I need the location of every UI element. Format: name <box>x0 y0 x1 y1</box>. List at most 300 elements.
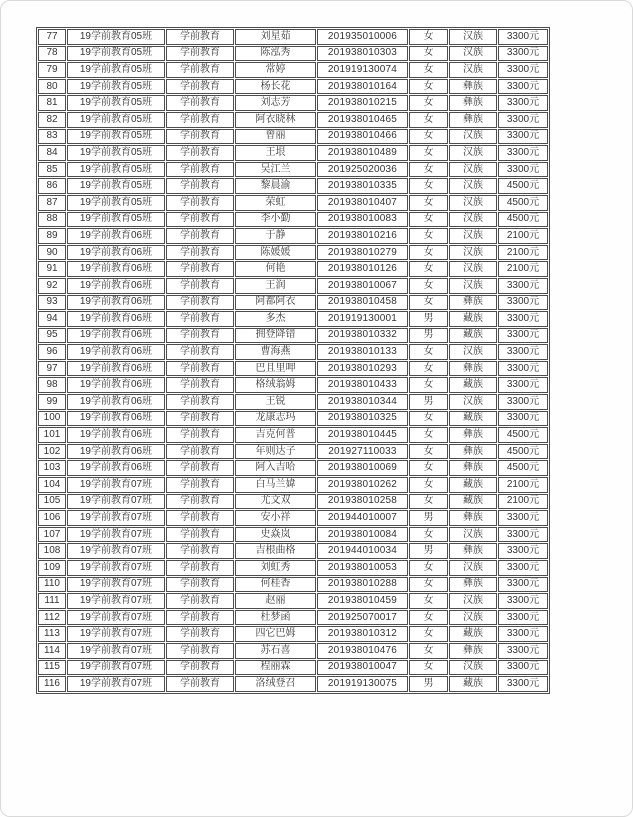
cell-amount: 4500元 <box>498 444 548 460</box>
cell-no: 83 <box>38 129 66 145</box>
table-row <box>38 660 548 676</box>
cell-student-id: 201938010067 <box>317 278 408 294</box>
cell-amount: 4500元 <box>498 195 548 211</box>
cell-student-id: 201938010466 <box>317 129 408 145</box>
cell-class-name: 19学前教育05班 <box>67 212 165 228</box>
cell-amount: 3300元 <box>498 394 548 410</box>
cell-amount: 3300元 <box>498 593 548 609</box>
cell-no: 112 <box>38 610 66 626</box>
table-row <box>38 577 548 593</box>
cell-major: 学前教育 <box>166 328 234 344</box>
table-row <box>38 112 548 128</box>
table-row <box>38 311 548 327</box>
cell-ethnicity: 藏族 <box>449 477 497 493</box>
cell-student-id: 201938010164 <box>317 79 408 95</box>
table-row <box>38 328 548 344</box>
cell-major: 学前教育 <box>166 195 234 211</box>
cell-name: 刘虹秀 <box>235 560 316 576</box>
cell-class-name: 19学前教育06班 <box>67 460 165 476</box>
cell-major: 学前教育 <box>166 311 234 327</box>
cell-major: 学前教育 <box>166 245 234 261</box>
cell-amount: 2100元 <box>498 228 548 244</box>
cell-class-name: 19学前教育06班 <box>67 394 165 410</box>
table-row <box>38 676 548 692</box>
table-row <box>38 361 548 377</box>
cell-amount: 4500元 <box>498 212 548 228</box>
cell-no: 92 <box>38 278 66 294</box>
cell-major: 学前教育 <box>166 510 234 526</box>
cell-no: 113 <box>38 626 66 642</box>
table-row <box>38 29 548 45</box>
table-row <box>38 245 548 261</box>
cell-class-name: 19学前教育07班 <box>67 543 165 559</box>
cell-major: 学前教育 <box>166 46 234 62</box>
cell-amount: 3300元 <box>498 344 548 360</box>
cell-major: 学前教育 <box>166 377 234 393</box>
table-row <box>38 494 548 510</box>
table-row <box>38 195 548 211</box>
cell-ethnicity: 彝族 <box>449 427 497 443</box>
cell-major: 学前教育 <box>166 162 234 178</box>
cell-gender: 女 <box>409 477 448 493</box>
cell-ethnicity: 汉族 <box>449 278 497 294</box>
cell-student-id: 201938010476 <box>317 643 408 659</box>
cell-major: 学前教育 <box>166 178 234 194</box>
cell-no: 91 <box>38 261 66 277</box>
cell-name: 陈泓秀 <box>235 46 316 62</box>
cell-no: 82 <box>38 112 66 128</box>
cell-student-id: 201938010445 <box>317 427 408 443</box>
cell-gender: 男 <box>409 328 448 344</box>
cell-amount: 3300元 <box>498 361 548 377</box>
cell-ethnicity: 汉族 <box>449 129 497 145</box>
cell-class-name: 19学前教育05班 <box>67 62 165 78</box>
cell-no: 88 <box>38 212 66 228</box>
cell-name: 刘星茹 <box>235 29 316 45</box>
table-row <box>38 610 548 626</box>
cell-no: 96 <box>38 344 66 360</box>
cell-no: 87 <box>38 195 66 211</box>
cell-major: 学前教育 <box>166 95 234 111</box>
cell-gender: 女 <box>409 577 448 593</box>
cell-gender: 女 <box>409 610 448 626</box>
cell-amount: 3300元 <box>498 295 548 311</box>
cell-name: 史焱岚 <box>235 527 316 543</box>
table-row <box>38 543 548 559</box>
cell-major: 学前教育 <box>166 560 234 576</box>
cell-no: 109 <box>38 560 66 576</box>
cell-major: 学前教育 <box>166 394 234 410</box>
cell-class-name: 19学前教育06班 <box>67 311 165 327</box>
cell-gender: 女 <box>409 62 448 78</box>
cell-class-name: 19学前教育07班 <box>67 626 165 642</box>
cell-no: 85 <box>38 162 66 178</box>
cell-ethnicity: 彝族 <box>449 460 497 476</box>
cell-no: 97 <box>38 361 66 377</box>
cell-student-id: 201938010069 <box>317 460 408 476</box>
cell-name: 龙康志玛 <box>235 411 316 427</box>
cell-no: 77 <box>38 29 66 45</box>
cell-amount: 3300元 <box>498 112 548 128</box>
cell-student-id: 201938010465 <box>317 112 408 128</box>
cell-amount: 3300元 <box>498 328 548 344</box>
cell-name: 赵丽 <box>235 593 316 609</box>
cell-gender: 女 <box>409 494 448 510</box>
cell-ethnicity: 藏族 <box>449 626 497 642</box>
cell-class-name: 19学前教育06班 <box>67 295 165 311</box>
cell-major: 学前教育 <box>166 460 234 476</box>
cell-student-id: 201919130001 <box>317 311 408 327</box>
table-row <box>38 278 548 294</box>
cell-ethnicity: 汉族 <box>449 560 497 576</box>
cell-ethnicity: 彝族 <box>449 510 497 526</box>
cell-gender: 女 <box>409 593 448 609</box>
table-row <box>38 460 548 476</box>
cell-gender: 男 <box>409 311 448 327</box>
cell-student-id: 201938010459 <box>317 593 408 609</box>
table-row <box>38 510 548 526</box>
cell-amount: 3300元 <box>498 660 548 676</box>
cell-student-id: 201938010216 <box>317 228 408 244</box>
cell-ethnicity: 藏族 <box>449 328 497 344</box>
cell-no: 90 <box>38 245 66 261</box>
table-row <box>38 295 548 311</box>
cell-name: 安小祥 <box>235 510 316 526</box>
cell-class-name: 19学前教育07班 <box>67 577 165 593</box>
cell-class-name: 19学前教育05班 <box>67 162 165 178</box>
cell-class-name: 19学前教育07班 <box>67 477 165 493</box>
cell-no: 108 <box>38 543 66 559</box>
student-roster-table <box>36 27 550 694</box>
cell-gender: 女 <box>409 626 448 642</box>
cell-student-id: 201938010047 <box>317 660 408 676</box>
table-row <box>38 444 548 460</box>
cell-amount: 3300元 <box>498 278 548 294</box>
cell-class-name: 19学前教育07班 <box>67 593 165 609</box>
table-row <box>38 178 548 194</box>
cell-amount: 3300元 <box>498 377 548 393</box>
cell-major: 学前教育 <box>166 344 234 360</box>
cell-class-name: 19学前教育07班 <box>67 643 165 659</box>
cell-no: 81 <box>38 95 66 111</box>
cell-amount: 3300元 <box>498 626 548 642</box>
table-row <box>38 477 548 493</box>
cell-name: 黎晨渝 <box>235 178 316 194</box>
cell-class-name: 19学前教育06班 <box>67 328 165 344</box>
cell-class-name: 19学前教育05班 <box>67 29 165 45</box>
cell-amount: 3300元 <box>498 129 548 145</box>
cell-gender: 女 <box>409 212 448 228</box>
cell-name: 巴且里呷 <box>235 361 316 377</box>
cell-no: 105 <box>38 494 66 510</box>
cell-amount: 3300元 <box>498 577 548 593</box>
cell-no: 100 <box>38 411 66 427</box>
cell-class-name: 19学前教育07班 <box>67 527 165 543</box>
cell-no: 84 <box>38 145 66 161</box>
cell-gender: 女 <box>409 560 448 576</box>
cell-amount: 3300元 <box>498 162 548 178</box>
cell-amount: 3300元 <box>498 560 548 576</box>
cell-class-name: 19学前教育06班 <box>67 444 165 460</box>
cell-gender: 女 <box>409 112 448 128</box>
cell-name: 阿入吉哈 <box>235 460 316 476</box>
cell-student-id: 201944010034 <box>317 543 408 559</box>
cell-gender: 女 <box>409 162 448 178</box>
cell-major: 学前教育 <box>166 543 234 559</box>
cell-ethnicity: 汉族 <box>449 195 497 211</box>
cell-student-id: 201938010126 <box>317 261 408 277</box>
cell-student-id: 201938010458 <box>317 295 408 311</box>
cell-amount: 3300元 <box>498 145 548 161</box>
cell-major: 学前教育 <box>166 593 234 609</box>
cell-gender: 女 <box>409 178 448 194</box>
cell-class-name: 19学前教育07班 <box>67 610 165 626</box>
cell-amount: 3300元 <box>498 610 548 626</box>
cell-student-id: 201938010279 <box>317 245 408 261</box>
cell-name: 曾丽 <box>235 129 316 145</box>
cell-name: 年则达子 <box>235 444 316 460</box>
cell-major: 学前教育 <box>166 477 234 493</box>
cell-student-id: 201938010258 <box>317 494 408 510</box>
cell-major: 学前教育 <box>166 577 234 593</box>
cell-name: 尤文双 <box>235 494 316 510</box>
cell-gender: 女 <box>409 444 448 460</box>
cell-no: 107 <box>38 527 66 543</box>
cell-class-name: 19学前教育05班 <box>67 95 165 111</box>
cell-class-name: 19学前教育05班 <box>67 112 165 128</box>
cell-class-name: 19学前教育07班 <box>67 676 165 692</box>
cell-amount: 4500元 <box>498 178 548 194</box>
cell-ethnicity: 藏族 <box>449 411 497 427</box>
cell-student-id: 201938010303 <box>317 46 408 62</box>
cell-no: 78 <box>38 46 66 62</box>
table-row <box>38 228 548 244</box>
cell-ethnicity: 汉族 <box>449 228 497 244</box>
cell-student-id: 201938010133 <box>317 344 408 360</box>
cell-amount: 2100元 <box>498 261 548 277</box>
cell-name: 阿衣晓林 <box>235 112 316 128</box>
cell-ethnicity: 汉族 <box>449 46 497 62</box>
cell-gender: 男 <box>409 676 448 692</box>
cell-name: 格绒翁姆 <box>235 377 316 393</box>
cell-class-name: 19学前教育06班 <box>67 228 165 244</box>
table-row <box>38 560 548 576</box>
cell-student-id: 201938010083 <box>317 212 408 228</box>
cell-gender: 女 <box>409 427 448 443</box>
cell-class-name: 19学前教育05班 <box>67 129 165 145</box>
cell-amount: 3300元 <box>498 643 548 659</box>
cell-name: 常婷 <box>235 62 316 78</box>
cell-gender: 女 <box>409 195 448 211</box>
cell-class-name: 19学前教育05班 <box>67 145 165 161</box>
cell-student-id: 201938010293 <box>317 361 408 377</box>
cell-amount: 3300元 <box>498 79 548 95</box>
cell-class-name: 19学前教育05班 <box>67 46 165 62</box>
cell-ethnicity: 汉族 <box>449 344 497 360</box>
cell-amount: 3300元 <box>498 543 548 559</box>
cell-ethnicity: 汉族 <box>449 610 497 626</box>
table-row <box>38 344 548 360</box>
cell-class-name: 19学前教育06班 <box>67 427 165 443</box>
cell-amount: 2100元 <box>498 245 548 261</box>
cell-major: 学前教育 <box>166 145 234 161</box>
cell-ethnicity: 汉族 <box>449 178 497 194</box>
cell-student-id: 201938010344 <box>317 394 408 410</box>
cell-major: 学前教育 <box>166 112 234 128</box>
cell-ethnicity: 汉族 <box>449 212 497 228</box>
cell-ethnicity: 藏族 <box>449 494 497 510</box>
cell-ethnicity: 汉族 <box>449 527 497 543</box>
cell-ethnicity: 汉族 <box>449 62 497 78</box>
cell-student-id: 201919130074 <box>317 62 408 78</box>
cell-student-id: 201938010407 <box>317 195 408 211</box>
cell-major: 学前教育 <box>166 660 234 676</box>
cell-student-id: 201944010007 <box>317 510 408 526</box>
table-row <box>38 411 548 427</box>
cell-no: 103 <box>38 460 66 476</box>
table-row <box>38 377 548 393</box>
cell-name: 阿都阿衣 <box>235 295 316 311</box>
cell-name: 王锐 <box>235 394 316 410</box>
table-row <box>38 46 548 62</box>
cell-no: 86 <box>38 178 66 194</box>
cell-ethnicity: 汉族 <box>449 394 497 410</box>
table-row <box>38 394 548 410</box>
cell-name: 荣虹 <box>235 195 316 211</box>
cell-student-id: 201938010433 <box>317 377 408 393</box>
cell-ethnicity: 彝族 <box>449 444 497 460</box>
cell-no: 95 <box>38 328 66 344</box>
cell-class-name: 19学前教育06班 <box>67 377 165 393</box>
cell-name: 曹海燕 <box>235 344 316 360</box>
cell-gender: 女 <box>409 295 448 311</box>
cell-no: 99 <box>38 394 66 410</box>
cell-student-id: 201938010288 <box>317 577 408 593</box>
cell-gender: 女 <box>409 29 448 45</box>
cell-gender: 女 <box>409 145 448 161</box>
cell-student-id: 201938010489 <box>317 145 408 161</box>
cell-class-name: 19学前教育06班 <box>67 245 165 261</box>
cell-gender: 女 <box>409 245 448 261</box>
cell-student-id: 201938010262 <box>317 477 408 493</box>
cell-major: 学前教育 <box>166 626 234 642</box>
cell-gender: 女 <box>409 460 448 476</box>
cell-class-name: 19学前教育07班 <box>67 660 165 676</box>
cell-name: 杜梦函 <box>235 610 316 626</box>
cell-major: 学前教育 <box>166 643 234 659</box>
cell-amount: 3300元 <box>498 62 548 78</box>
roster-table-container <box>36 27 550 694</box>
cell-no: 114 <box>38 643 66 659</box>
cell-name: 白马兰媁 <box>235 477 316 493</box>
cell-major: 学前教育 <box>166 79 234 95</box>
cell-no: 106 <box>38 510 66 526</box>
cell-name: 吉克何普 <box>235 427 316 443</box>
cell-no: 102 <box>38 444 66 460</box>
cell-amount: 4500元 <box>498 427 548 443</box>
cell-major: 学前教育 <box>166 278 234 294</box>
cell-major: 学前教育 <box>166 129 234 145</box>
cell-class-name: 19学前教育06班 <box>67 361 165 377</box>
cell-amount: 3300元 <box>498 411 548 427</box>
cell-gender: 女 <box>409 129 448 145</box>
cell-student-id: 201938010312 <box>317 626 408 642</box>
table-row <box>38 62 548 78</box>
cell-gender: 女 <box>409 643 448 659</box>
table-row <box>38 95 548 111</box>
cell-name: 苏石喜 <box>235 643 316 659</box>
cell-no: 80 <box>38 79 66 95</box>
cell-major: 学前教育 <box>166 411 234 427</box>
cell-ethnicity: 彝族 <box>449 112 497 128</box>
cell-ethnicity: 汉族 <box>449 660 497 676</box>
cell-name: 李小勤 <box>235 212 316 228</box>
cell-major: 学前教育 <box>166 676 234 692</box>
cell-amount: 3300元 <box>498 676 548 692</box>
cell-major: 学前教育 <box>166 610 234 626</box>
cell-student-id: 201938010325 <box>317 411 408 427</box>
cell-student-id: 201938010332 <box>317 328 408 344</box>
cell-name: 吉根曲格 <box>235 543 316 559</box>
cell-amount: 3300元 <box>498 29 548 45</box>
cell-no: 93 <box>38 295 66 311</box>
cell-name: 拥登降错 <box>235 328 316 344</box>
cell-no: 89 <box>38 228 66 244</box>
cell-major: 学前教育 <box>166 62 234 78</box>
cell-amount: 4500元 <box>498 460 548 476</box>
cell-no: 111 <box>38 593 66 609</box>
cell-major: 学前教育 <box>166 295 234 311</box>
cell-no: 79 <box>38 62 66 78</box>
cell-class-name: 19学前教育05班 <box>67 195 165 211</box>
cell-class-name: 19学前教育05班 <box>67 178 165 194</box>
cell-gender: 男 <box>409 543 448 559</box>
table-row <box>38 527 548 543</box>
cell-gender: 女 <box>409 228 448 244</box>
cell-ethnicity: 彝族 <box>449 577 497 593</box>
cell-no: 115 <box>38 660 66 676</box>
cell-gender: 女 <box>409 278 448 294</box>
cell-gender: 女 <box>409 660 448 676</box>
cell-name: 何桂香 <box>235 577 316 593</box>
cell-gender: 女 <box>409 344 448 360</box>
cell-major: 学前教育 <box>166 228 234 244</box>
table-row <box>38 162 548 178</box>
cell-major: 学前教育 <box>166 494 234 510</box>
cell-major: 学前教育 <box>166 427 234 443</box>
cell-student-id: 201925020036 <box>317 162 408 178</box>
cell-student-id: 201925070017 <box>317 610 408 626</box>
cell-major: 学前教育 <box>166 212 234 228</box>
cell-name: 刘志芳 <box>235 95 316 111</box>
cell-ethnicity: 藏族 <box>449 311 497 327</box>
table-row <box>38 427 548 443</box>
cell-no: 94 <box>38 311 66 327</box>
cell-ethnicity: 彝族 <box>449 95 497 111</box>
cell-student-id: 201935010006 <box>317 29 408 45</box>
cell-gender: 女 <box>409 411 448 427</box>
cell-ethnicity: 藏族 <box>449 676 497 692</box>
cell-name: 陈媛媛 <box>235 245 316 261</box>
cell-no: 110 <box>38 577 66 593</box>
cell-gender: 男 <box>409 510 448 526</box>
cell-ethnicity: 彝族 <box>449 79 497 95</box>
cell-name: 杨长花 <box>235 79 316 95</box>
cell-amount: 3300元 <box>498 46 548 62</box>
cell-ethnicity: 汉族 <box>449 245 497 261</box>
cell-gender: 女 <box>409 261 448 277</box>
cell-name: 吴江兰 <box>235 162 316 178</box>
